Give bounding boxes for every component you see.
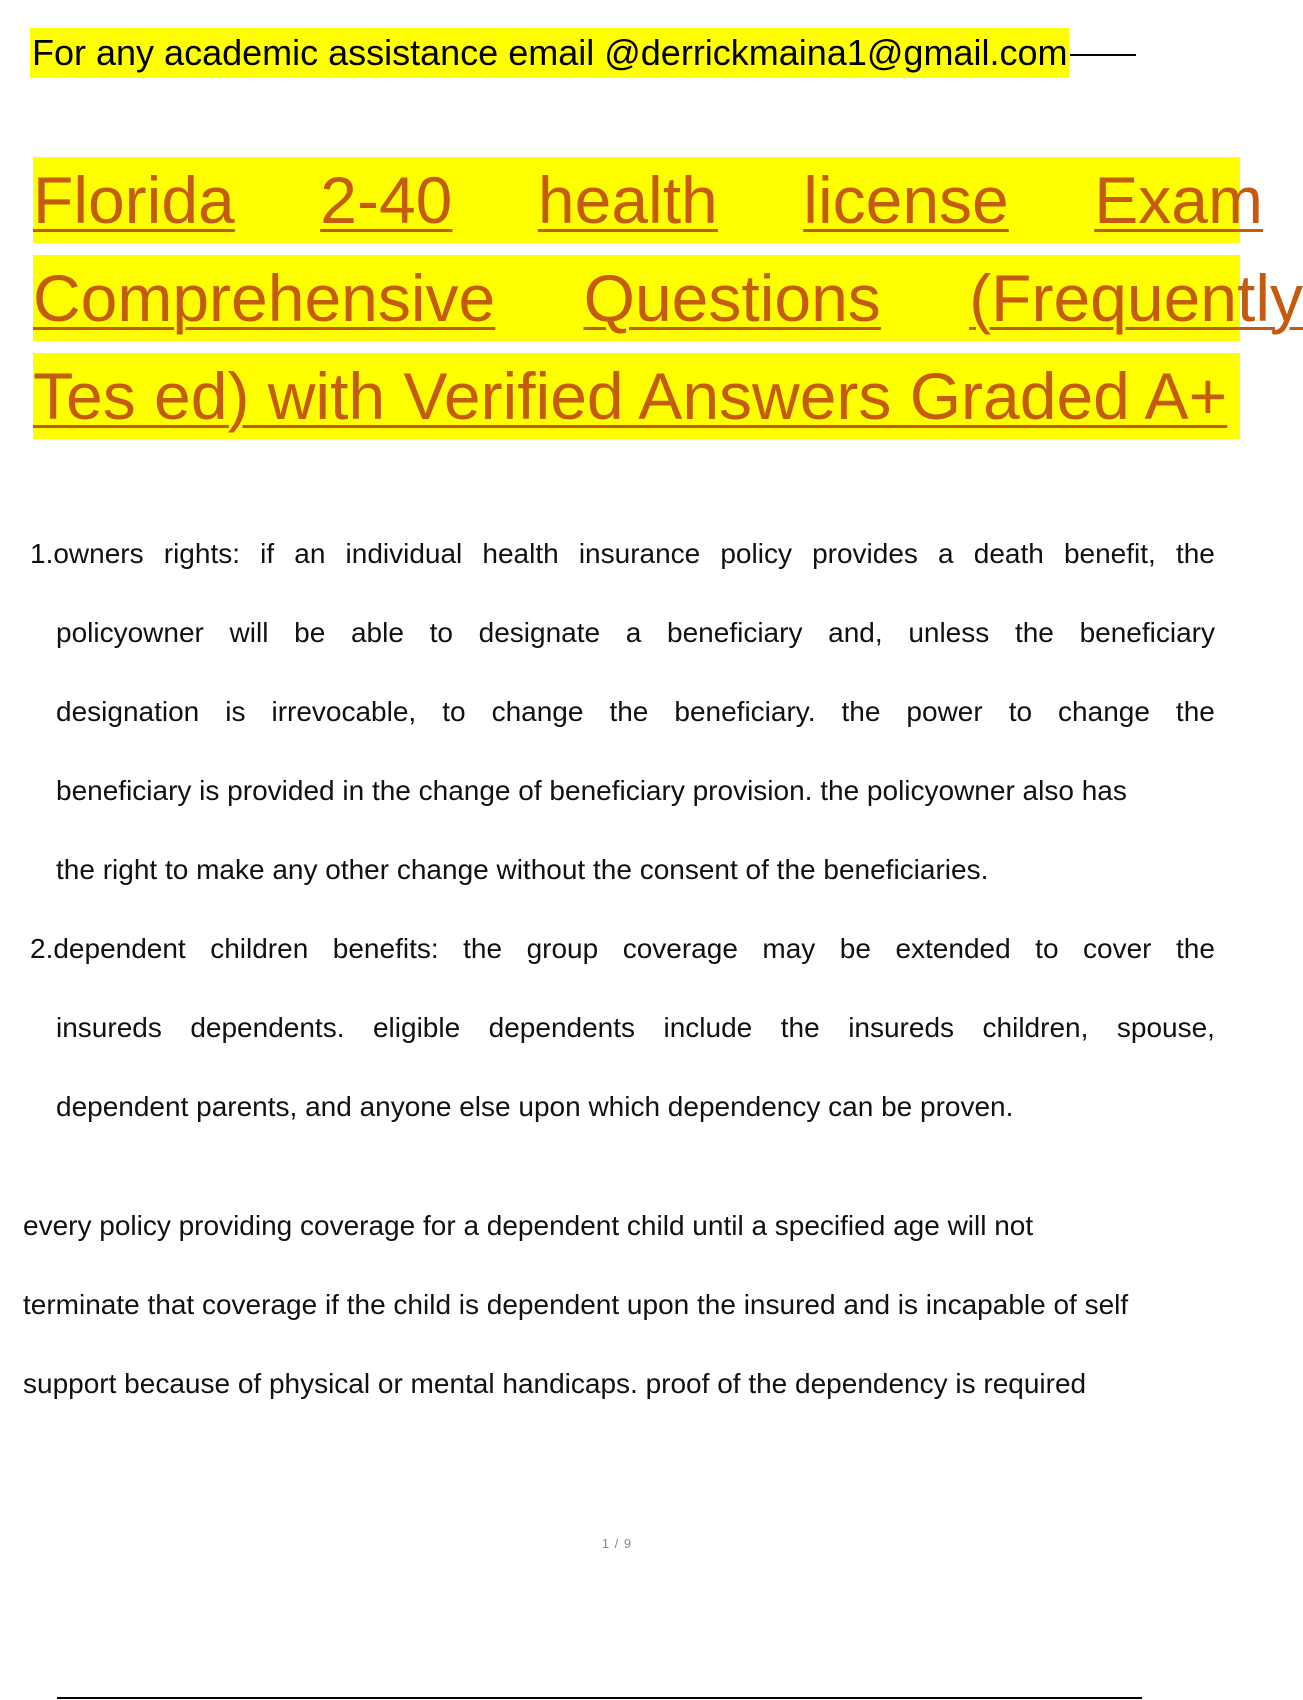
word: be	[294, 617, 326, 648]
title-word: Questions	[583, 261, 881, 335]
word: power	[906, 696, 983, 727]
title-word: Exam	[1094, 163, 1263, 237]
word: include	[663, 1012, 753, 1043]
word: beneficiary	[667, 617, 803, 648]
line-text: dependent parents, and anyone else upon which dependency can be proven.	[56, 1091, 1014, 1122]
word: rights:	[163, 538, 240, 569]
word: the	[780, 1012, 820, 1043]
word: spouse,	[1116, 1012, 1215, 1043]
word: the	[609, 696, 649, 727]
word: children,	[982, 1012, 1089, 1043]
word: children	[210, 933, 309, 964]
word: change	[1058, 696, 1150, 727]
word: insureds	[848, 1012, 955, 1043]
word: may	[762, 933, 816, 964]
page-number: 1 / 9	[601, 1536, 633, 1551]
word: unless	[908, 617, 990, 648]
word: extended	[895, 933, 1011, 964]
word: insurance	[578, 538, 701, 569]
word: if	[260, 538, 275, 569]
word: beneficiary	[1079, 617, 1215, 648]
word: and,	[828, 617, 883, 648]
footer-rule	[57, 1697, 1142, 1699]
body-paragraph	[23, 1186, 1128, 1423]
word: to	[1008, 696, 1033, 727]
title-line-3	[33, 351, 1228, 449]
title-word: (Frequently	[969, 261, 1303, 335]
word: insureds	[56, 1012, 162, 1043]
word: a	[625, 617, 642, 648]
title-word: health	[537, 163, 718, 237]
word: designate	[478, 617, 601, 648]
word: dependents.	[190, 1012, 345, 1043]
word: a	[938, 538, 954, 569]
word: beneficiary.	[674, 696, 816, 727]
title-line-2	[33, 253, 1303, 351]
list-line	[30, 751, 1215, 830]
list-line	[30, 672, 1215, 751]
word: be	[839, 933, 871, 964]
word: benefit,	[1063, 538, 1156, 569]
paragraph-line: support because of physical or mental handicaps. proof of the dependency is required	[23, 1368, 1087, 1399]
word: change	[491, 696, 584, 727]
word: coverage	[622, 933, 738, 964]
header-dash	[1070, 54, 1136, 56]
word: group	[526, 933, 599, 964]
word: the	[463, 933, 503, 964]
word: policyowner	[56, 617, 204, 648]
word: policy	[720, 538, 792, 569]
word: irrevocable,	[271, 696, 417, 727]
title-text: Tes ed) with Verified Answers Graded A+	[33, 359, 1228, 433]
word: cover	[1083, 933, 1152, 964]
word: benefits:	[332, 933, 439, 964]
title-word: 2-40	[320, 163, 453, 237]
title-word: Florida	[33, 163, 235, 237]
list-item-1	[30, 514, 1215, 909]
paragraph-line: every policy providing coverage for a dependent child until a specified age will not	[23, 1210, 1034, 1241]
word: to	[429, 617, 453, 648]
word: health	[482, 538, 559, 569]
document-title	[33, 155, 1303, 449]
word: the	[1176, 933, 1215, 964]
word: 1.owners	[30, 538, 144, 569]
title-line-1	[33, 155, 1263, 253]
line-text: beneficiary is provided in the change of beneficiary provision. the policyowner also has	[56, 775, 1127, 806]
line-text: the right to make any other change without the consent of the beneficiaries.	[56, 854, 989, 885]
list-item-2	[30, 909, 1215, 1146]
word: will	[229, 617, 269, 648]
word: the	[841, 696, 881, 727]
word: able	[350, 617, 404, 648]
word: the	[1014, 617, 1054, 648]
list-line	[30, 830, 1215, 909]
title-word: license	[803, 163, 1009, 237]
word: the	[1175, 538, 1215, 569]
paragraph-line: terminate that coverage if the child is dependent upon the insured and is incapable of self	[23, 1289, 1129, 1320]
word: dependents	[488, 1012, 636, 1043]
word: to	[442, 696, 466, 727]
title-word: Comprehensive	[33, 261, 496, 335]
word: eligible	[372, 1012, 461, 1043]
word: provides	[812, 538, 918, 569]
word: is	[225, 696, 246, 727]
header-banner	[30, 28, 1136, 78]
header-text: For any academic assistance email @derrickmaina1@gmail.com	[30, 28, 1069, 78]
word: individual	[345, 538, 463, 569]
word: an	[294, 538, 326, 569]
list-line	[30, 1067, 1215, 1146]
list-line	[30, 909, 1215, 988]
word: death	[973, 538, 1044, 569]
list-line	[30, 593, 1215, 672]
word: 2.dependent	[30, 933, 186, 964]
word: to	[1035, 933, 1059, 964]
word: designation	[56, 696, 200, 727]
list-line	[30, 988, 1215, 1067]
word: the	[1175, 696, 1215, 727]
list-line	[30, 514, 1215, 593]
